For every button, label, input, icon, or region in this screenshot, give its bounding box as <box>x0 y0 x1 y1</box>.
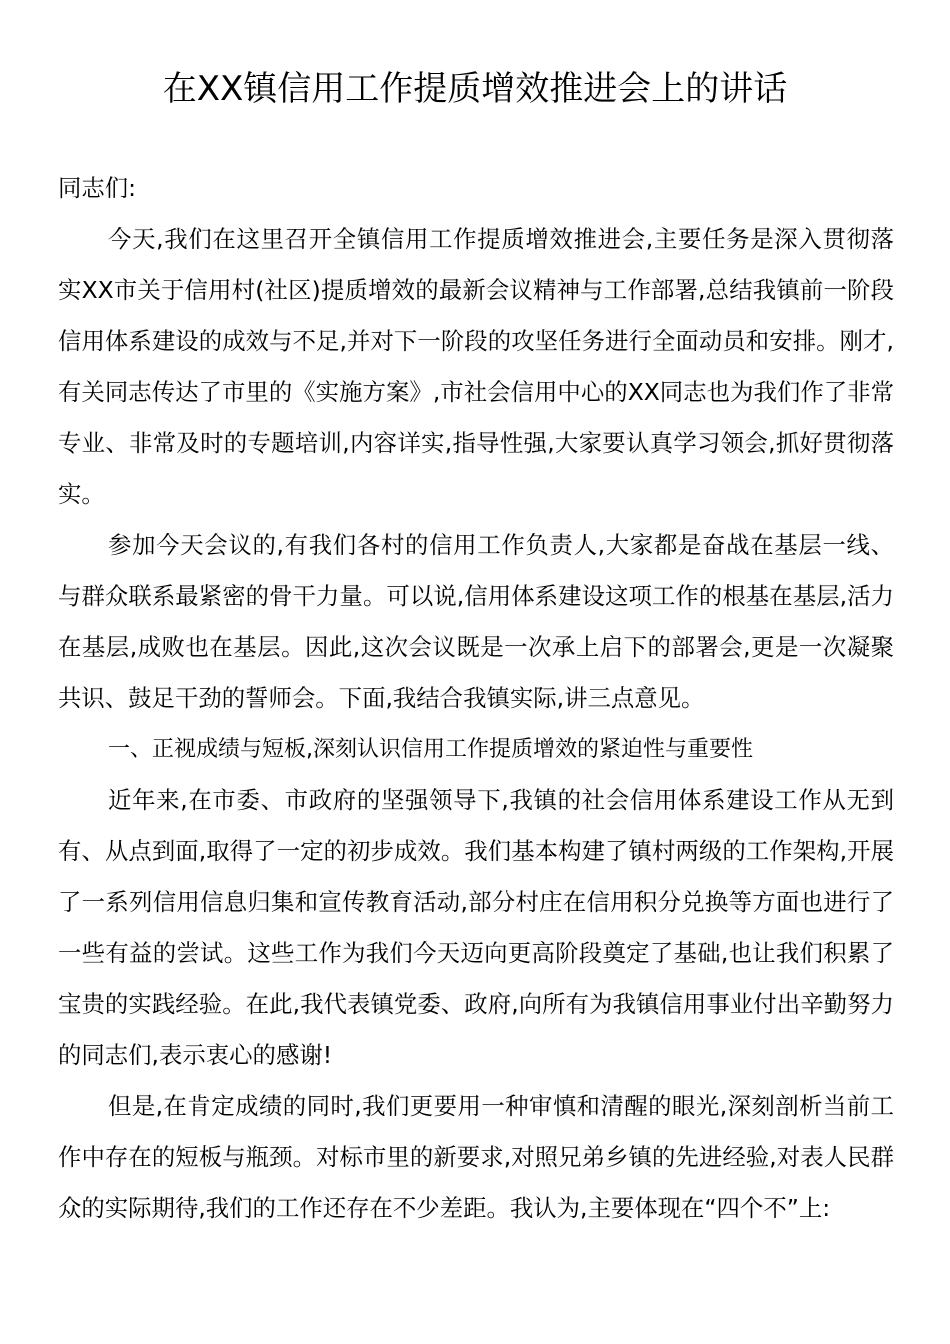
paragraph-intro: 今天,我们在这里召开全镇信用工作提质增效推进会,主要任务是深入贯彻落实XX市关于信用村(社区)提质增效的最新会议精神与工作部署,总结我镇前一阶段信用体系建设的成效与不足,并对下一阶段的攻坚任务进行全面动员和安排。刚才,有关同志传达了市里的《实施方案》,市社会信用中心的XX同志也为我们作了非常专业、非常及时的专题培训,内容详实,指导性强,大家要认真学习领会,抓好贯彻落实。 <box>58 225 894 508</box>
paragraph-shortcomings: 但是,在肯定成绩的同时,我们更要用一种审慎和清醒的眼光,深刻剖析当前工作中存在的短板与瓶颈。对标市里的新要求,对照兄弟乡镇的先进经验,对表人民群众的实际期待,我们的工作还存在不少差距。我认为,主要体现在“四个不”上: <box>58 1092 894 1222</box>
section-heading: 一、正视成绩与短板,深刻认识信用工作提质增效的紧迫性与重要性 <box>108 737 753 762</box>
paragraph-participants: 参加今天会议的,有我们各村的信用工作负责人,大家都是奋战在基层一线、与群众联系最紧密的骨干力量。可以说,信用体系建设这项工作的根基在基层,活力在基层,成败也在基层。因此,这次会议既是一次承上启下的部署会,更是一次凝聚共识、鼓足干劲的誓师会。下面,我结合我镇实际,讲三点意见。 <box>58 531 894 712</box>
paragraph-achievements: 近年来,在市委、市政府的坚强领导下,我镇的社会信用体系建设工作从无到有、从点到面,取得了一定的初步成效。我们基本构建了镇村两级的工作架构,开展了一系列信用信息归集和宣传教育活动,部分村庄在信用积分兑换等方面也进行了一些有益的尝试。这些工作为我们今天迈向更高阶段奠定了基础,也让我们积累了宝贵的实践经验。在此,我代表镇党委、政府,向所有为我镇信用事业付出辛勤努力的同志们,表示衷心的感谢! <box>58 786 894 1069</box>
document-title: 在XX镇信用工作提质增效推进会上的讲话 <box>162 69 788 109</box>
salutation: 同志们: <box>58 174 137 202</box>
document-body <box>58 163 894 1234</box>
